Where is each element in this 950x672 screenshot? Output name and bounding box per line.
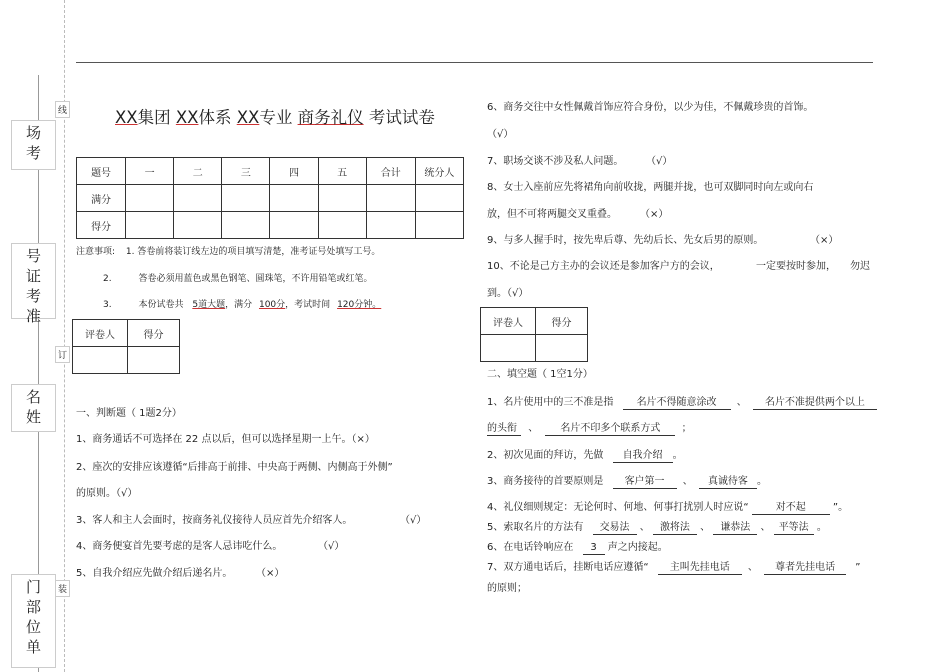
score-cell[interactable] [174, 212, 222, 239]
question-4: 4、商务便宴首先要考虑的是客人忌讳吃什么。 [76, 541, 283, 552]
fill-5-sep-3: 、 [760, 522, 771, 533]
fill-4-text: 4、礼仪细则规定：无论何时、何地、何事打扰别人时应说“ [487, 502, 749, 513]
question-8b: 放，但不可将两腿交叉重叠。 [487, 209, 617, 220]
question-7: 7、职场交谈不涉及私人问题。 [487, 156, 624, 167]
question-6b: （√） [487, 129, 514, 140]
fill-3-text: 3、商务接待的首要原则是 [487, 476, 604, 487]
question-10a: 10、不论是己方主办的会议还是参加客户方的会议， [487, 261, 720, 272]
fill-5 [487, 521, 827, 535]
fill-5-sep-2: 、 [700, 522, 711, 533]
fill-1-sep: 、 [736, 397, 747, 408]
name-label: 名姓 [25, 388, 41, 426]
note-2-num: 2. [103, 274, 112, 284]
fill-2-text: 2、初次见面的拜访，先做 [487, 450, 604, 461]
grader-box-1 [72, 319, 180, 374]
score-header: 二 [174, 158, 222, 185]
reviewer-cell[interactable] [73, 347, 128, 374]
question-2b: 的原则。（√） [76, 488, 138, 499]
score-header: 题号 [77, 158, 126, 185]
note-3c: ，满分 [225, 300, 253, 310]
question-10c: 勿迟 [850, 261, 870, 272]
exam-number-field [11, 243, 56, 325]
note-2: 答卷必须用蓝色或黑色钢笔、圆珠笔，不许用铅笔或红笔。 [138, 274, 373, 284]
binding-bind-label: 订 [55, 346, 70, 363]
score-label: 得分 [128, 320, 180, 347]
fill-1-blank-1: 名片不得随意涂改 [623, 396, 731, 410]
fill-3-end: 。 [756, 476, 767, 487]
full-score-label: 满分 [77, 185, 126, 212]
score-cell[interactable] [126, 212, 174, 239]
fill-1-end: ； [681, 423, 692, 434]
notes-label: 注意事项: [76, 247, 116, 257]
score-header: 一 [126, 158, 174, 185]
score-header: 三 [222, 158, 270, 185]
fill-7 [487, 561, 860, 575]
reviewer-label: 评卷人 [481, 308, 536, 335]
title-part-8: 考试试卷 [368, 108, 435, 127]
fill-5-blank-4: 平等法 [774, 521, 814, 535]
score-cell[interactable] [270, 212, 318, 239]
binding-line-label: 线 [55, 101, 70, 118]
fill-1a [487, 396, 877, 410]
title-part-4: 体系 [198, 108, 232, 127]
section2-heading: 二、填空题（ 1空1分） [487, 369, 593, 380]
fill-6-blank: 3 [583, 541, 605, 555]
question-5: 5、自我介绍应先做介绍后递名片。 [76, 568, 233, 579]
question-5-answer: （×） [256, 568, 285, 579]
note-3-num: 3. [103, 300, 112, 310]
fill-6 [487, 541, 668, 555]
score-cell[interactable] [126, 185, 174, 212]
note-3d: 100分 [258, 300, 286, 310]
fill-4 [487, 501, 848, 515]
title-part-6: 专业 [259, 108, 293, 127]
fill-2-end: 。 [672, 450, 683, 461]
exam-room-field [11, 120, 56, 170]
exam-room-label: 场考 [25, 124, 41, 162]
question-2a: 2、座次的安排应该遵循“后排高于前排、中央高于两侧、内侧高于外侧” [76, 462, 393, 473]
section1-heading: 一、判断题（ 1题2分） [76, 408, 182, 419]
score-header: 四 [270, 158, 318, 185]
fill-1-text-2: 的头衔 [487, 422, 521, 436]
fill-7-blank-2: 尊者先挂电话 [764, 561, 846, 575]
question-3: 3、客人和主人会面时，按商务礼仪接待人员应首先介绍客人。 [76, 515, 353, 526]
page-title [115, 104, 435, 128]
question-4-answer: （√） [318, 541, 345, 552]
fill-1-text: 1、名片使用中的三不准是指 [487, 397, 614, 408]
title-part-1: XX [115, 108, 138, 127]
question-8-answer: （×） [640, 209, 669, 220]
reviewer-cell[interactable] [481, 335, 536, 362]
fill-5-sep-1: 、 [639, 522, 650, 533]
question-8a: 8、女士入座前应先将裙角向前收拢，两腿并拢，也可双脚同时向左或向右 [487, 182, 814, 193]
fill-2-blank: 自我介绍 [613, 449, 673, 463]
score-cell[interactable] [366, 185, 415, 212]
fill-7-end: ” [855, 562, 861, 573]
fill-7-sep: 、 [747, 562, 758, 573]
title-part-3: XX [175, 108, 199, 127]
fill-1-blank-2: 名片不准提供两个以上 [753, 396, 877, 410]
score-header: 统分人 [415, 158, 463, 185]
question-9: 9、与多人握手时，按先卑后尊、先幼后长、先女后男的原则。 [487, 235, 764, 246]
binding-seal-label: 装 [55, 580, 70, 597]
note-3e: ，考试时间 [285, 300, 331, 310]
fill-1-blank-3: 名片不印多个联系方式 [545, 422, 675, 436]
note-3b: 5道大题 [192, 300, 226, 310]
fill-1-sep-2: 、 [528, 423, 539, 434]
fill-5-end: 。 [816, 522, 827, 533]
fill-7-blank-1: 主叫先挂电话 [658, 561, 742, 575]
notes-line-2 [103, 273, 372, 286]
title-part-7: 商务礼仪 [297, 108, 364, 127]
fill-2 [487, 449, 683, 463]
score-cell[interactable] [415, 185, 463, 212]
score-cell[interactable] [174, 185, 222, 212]
fill-6-end: 声之内接起。 [607, 542, 668, 553]
fill-5-text: 5、索取名片的方法有 [487, 522, 584, 533]
fill-4-blank: 对不起 [752, 501, 830, 515]
question-3-answer: （√） [400, 515, 427, 526]
fill-1b [487, 422, 692, 436]
got-score-label: 得分 [77, 212, 126, 239]
question-7-answer: （√） [646, 156, 673, 167]
score-cell[interactable] [222, 185, 270, 212]
notes-line-3 [103, 299, 381, 312]
fill-3-blank-1: 客户第一 [613, 475, 677, 489]
score-cell[interactable] [222, 212, 270, 239]
fill-3 [487, 475, 767, 489]
fill-5-blank-1: 交易法 [593, 521, 637, 535]
question-10d: 到。（√） [487, 288, 529, 299]
fill-5-blank-3: 谦恭法 [713, 521, 757, 535]
fill-5-blank-2: 激将法 [653, 521, 697, 535]
department-label: 门部位单 [25, 578, 41, 656]
title-part-5: XX [236, 108, 260, 127]
score-label: 得分 [536, 308, 588, 335]
question-6a: 6、商务交往中女性佩戴首饰应符合身份，以少为佳，不佩戴珍贵的首饰。 [487, 102, 814, 113]
score-cell[interactable] [366, 212, 415, 239]
fill-7b: 的原则； [487, 583, 527, 594]
note-3a: 本份试卷共 [138, 300, 184, 310]
note-1: 1. 答卷前将装订线左边的项目填写清楚，准考证号处填写工号。 [125, 247, 381, 257]
department-field [11, 574, 56, 668]
title-part-2: 集团 [137, 108, 171, 127]
score-cell[interactable] [415, 212, 463, 239]
name-field [11, 384, 56, 432]
question-10b: 一定要按时参加， [756, 261, 836, 272]
header-rule [76, 62, 873, 63]
exam-number-label: 号证考准 [25, 247, 41, 325]
grader-box-2 [480, 307, 588, 362]
score-cell[interactable] [318, 185, 366, 212]
fill-6-text: 6、在电话铃响应在 [487, 542, 574, 553]
fill-7-text: 7、双方通电话后，挂断电话应遵循“ [487, 562, 649, 573]
notes-line-1 [76, 246, 380, 259]
score-table [76, 157, 464, 239]
score-cell[interactable] [128, 347, 180, 374]
fill-4-end: ”。 [832, 502, 849, 513]
score-header: 五 [318, 158, 366, 185]
question-1: 1、商务通话不可选择在 22 点以后，但可以选择星期一上午。（×） [76, 434, 375, 445]
score-cell[interactable] [270, 185, 318, 212]
reviewer-label: 评卷人 [73, 320, 128, 347]
score-cell[interactable] [318, 212, 366, 239]
score-header: 合计 [366, 158, 415, 185]
question-9-answer: （×） [810, 235, 839, 246]
score-cell[interactable] [536, 335, 588, 362]
fill-3-blank-2: 真诚待客 [699, 475, 757, 489]
fill-3-sep: 、 [682, 476, 693, 487]
note-3f: 120分钟。 [337, 300, 382, 310]
